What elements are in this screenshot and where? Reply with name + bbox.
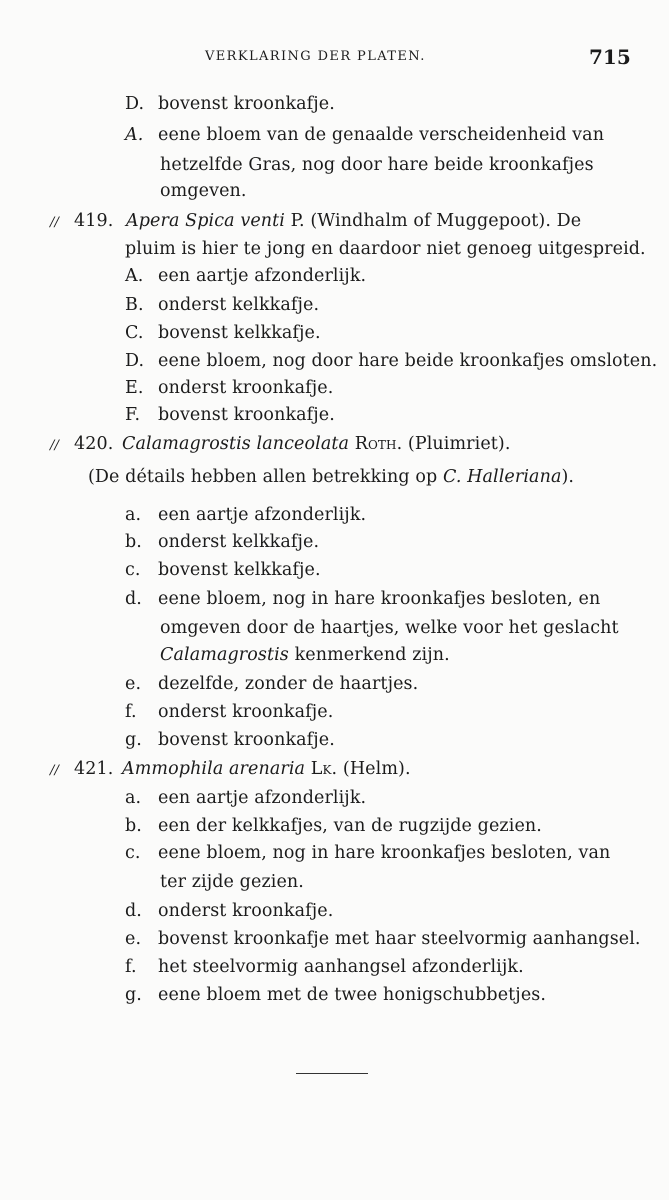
item-label: a. <box>125 788 142 808</box>
species-name: Calamagrostis lanceolata <box>122 434 350 454</box>
entry-419 <box>50 210 581 234</box>
item-text: kenmerkend zijn. <box>294 645 450 665</box>
item-text: bovenst kroonkafje. <box>158 730 335 750</box>
item-text: eene bloem, nog door hare beide kroonkafjes omsloten. <box>158 351 658 371</box>
item-text: een aartje afzonderlijk. <box>158 266 367 286</box>
item-label: E. <box>125 378 144 398</box>
author: Roth. <box>354 434 403 454</box>
list-item <box>125 984 546 1006</box>
item-label: e. <box>125 674 142 694</box>
species-name: Ammophila arenaria <box>122 759 306 779</box>
list-item <box>125 729 335 751</box>
item-text: onderst kroonkafje. <box>158 901 334 921</box>
entry-description: (Windhalm of Muggepoot). De <box>310 211 582 231</box>
item-label: A. <box>125 266 144 286</box>
list-item <box>125 377 333 399</box>
running-header: VERKLARING DER PLATEN. <box>205 49 426 64</box>
item-label: D. <box>125 351 145 371</box>
entry-number: 421. <box>74 759 114 779</box>
entry-421 <box>50 758 411 782</box>
genus-name: Calamagrostis <box>160 645 289 665</box>
list-item-continuation: ter zijde gezien. <box>160 872 304 892</box>
item-text: onderst kelkkafje. <box>158 295 320 315</box>
list-item <box>125 701 333 723</box>
author: Lk. <box>310 759 338 779</box>
list-item <box>125 322 321 344</box>
details-note <box>88 466 574 488</box>
item-label: d. <box>125 589 142 609</box>
item-label: F. <box>125 405 141 425</box>
list-item-continuation <box>160 644 450 666</box>
item-label: C. <box>125 323 144 343</box>
item-label: g. <box>125 985 142 1005</box>
list-item-continuation: omgeven door de haartjes, welke voor het geslacht <box>160 618 619 638</box>
item-text: bovenst kelkkafje. <box>158 323 321 343</box>
item-label: B. <box>125 295 144 315</box>
item-text: onderst kelkkafje. <box>158 532 320 552</box>
list-item <box>125 559 321 581</box>
list-item <box>125 956 524 978</box>
item-text: eene bloem, nog in hare kroonkafjes besloten, en <box>158 589 601 609</box>
item-text: een aartje afzonderlijk. <box>158 788 367 808</box>
item-label: b. <box>125 816 142 836</box>
species-name: Apera Spica venti <box>126 211 285 231</box>
item-label: d. <box>125 901 142 921</box>
item-label: e. <box>125 929 142 949</box>
entry-number: 419. <box>74 211 114 231</box>
item-text: dezelfde, zonder de haartjes. <box>158 674 419 694</box>
item-text: bovenst kroonkafje. <box>158 94 335 114</box>
item-text: bovenst kroonkafje met haar steelvormig aanhangsel. <box>158 929 641 949</box>
item-text: eene bloem met de twee honigschubbetjes. <box>158 985 547 1005</box>
entry-description: (Helm). <box>342 759 411 779</box>
item-text: bovenst kroonkafje. <box>158 405 335 425</box>
item-label: c. <box>125 843 141 863</box>
item-label: f. <box>125 702 137 722</box>
page-number: 715 <box>589 45 631 69</box>
list-item <box>125 787 366 809</box>
item-text: bovenst kelkkafje. <box>158 560 321 580</box>
item-text: onderst kroonkafje. <box>158 378 334 398</box>
list-item <box>125 504 366 526</box>
list-item <box>125 531 319 553</box>
section-divider <box>296 1073 368 1074</box>
item-label: b. <box>125 532 142 552</box>
item-label: a. <box>125 505 142 525</box>
item-text: eene bloem, nog in hare kroonkafjes besloten, van <box>158 843 611 863</box>
note-text-end: ). <box>561 467 575 487</box>
item-text: het steelvormig aanhangsel afzonderlijk. <box>158 957 524 977</box>
entry-continuation: pluim is hier te jong en daardoor niet genoeg uitgespreid. <box>125 239 646 259</box>
ditto-mark: // <box>50 438 59 453</box>
list-item <box>125 93 335 115</box>
item-label: D. <box>125 94 145 114</box>
list-item <box>125 928 641 950</box>
item-text: een aartje afzonderlijk. <box>158 505 367 525</box>
entry-420 <box>50 433 511 457</box>
list-item <box>125 124 604 146</box>
list-item <box>125 588 600 610</box>
species-name: C. Halleriana <box>442 467 562 487</box>
list-item <box>125 842 610 864</box>
entry-description: (Pluimriet). <box>407 434 511 454</box>
list-item-continuation: omgeven. <box>160 181 247 201</box>
item-label: f. <box>125 957 137 977</box>
ditto-mark: // <box>50 215 59 230</box>
entry-number: 420. <box>74 434 114 454</box>
list-item <box>125 673 418 695</box>
list-item-continuation: hetzelfde Gras, nog door hare beide kroonkafjes <box>160 155 594 175</box>
item-label: A. <box>125 125 144 145</box>
item-text: onderst kroonkafje. <box>158 702 334 722</box>
item-label: c. <box>125 560 141 580</box>
list-item <box>125 900 333 922</box>
list-item <box>125 815 542 837</box>
note-text: (De détails hebben allen betrekking op <box>88 467 438 487</box>
item-label: g. <box>125 730 142 750</box>
list-item <box>125 265 366 287</box>
list-item <box>125 404 335 426</box>
author: P. <box>290 211 305 231</box>
item-text: een der kelkkafjes, van de rugzijde gezien. <box>158 816 542 836</box>
list-item <box>125 350 657 372</box>
list-item <box>125 294 319 316</box>
ditto-mark: // <box>50 763 59 778</box>
item-text: eene bloem van de genaalde verscheidenheid van <box>158 125 605 145</box>
